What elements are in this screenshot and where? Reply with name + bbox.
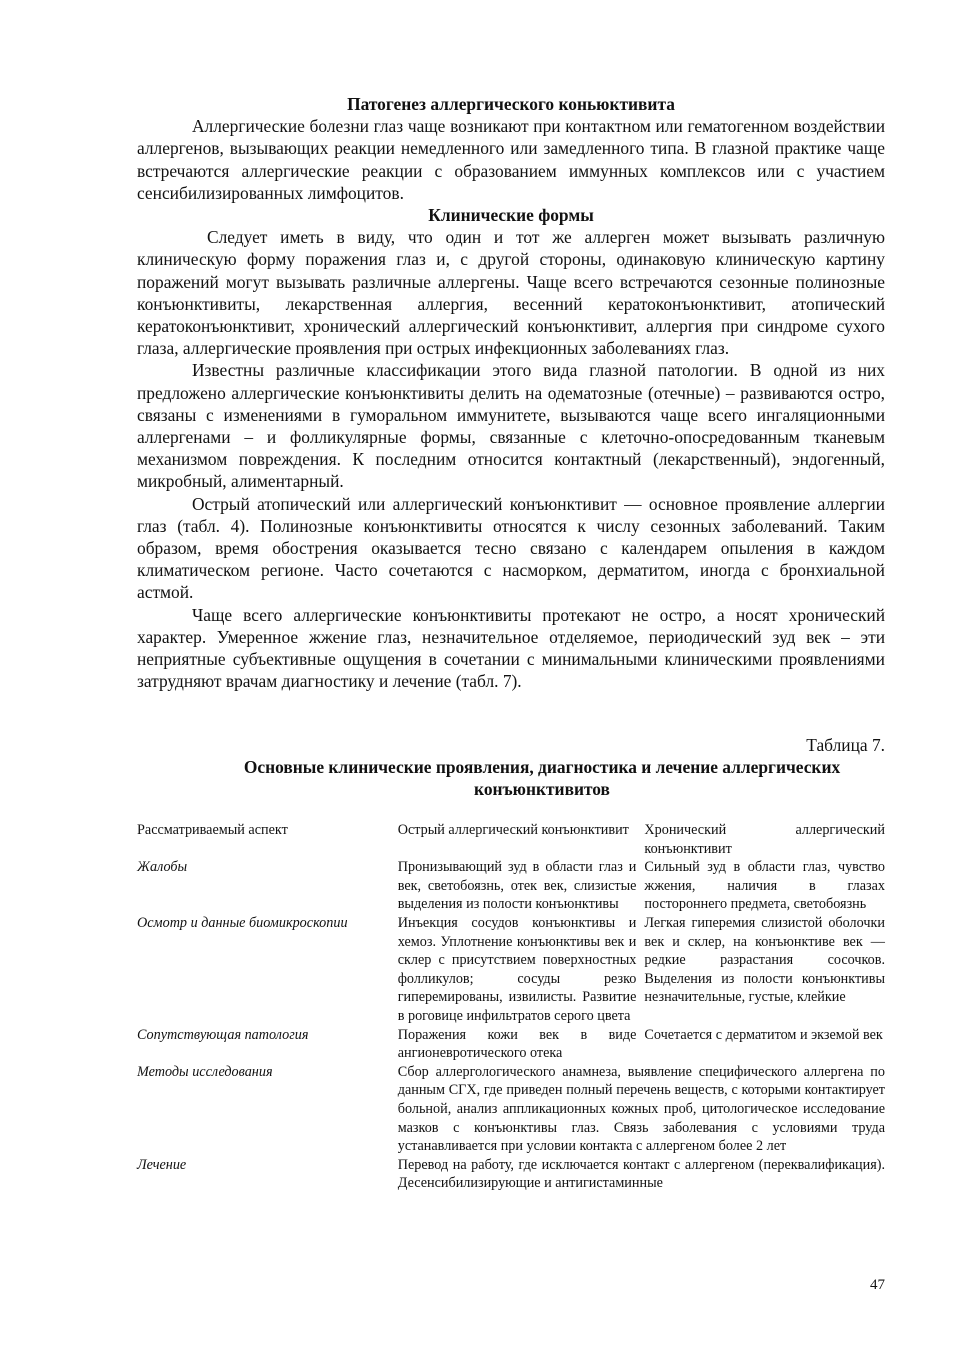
table-row bbox=[137, 1156, 885, 1193]
row-aspect: Сопутствующая патология bbox=[137, 1026, 309, 1043]
paragraph: Острый атопический или аллергический конъюнктивит — основное проявление аллергии глаз (табл. 4). Полинозные конъюнктивиты относятся к числу сезонных заболеваний. Таким образом, время обострения оказывается тесно связано с календарем опыления в каждом климатическом регионе. Часто сочетаются с насморком, дерматитом, иногда с бронхиальной астмой. bbox=[137, 493, 885, 603]
paragraph: Известны различные классификации этого вида глазной патологии. В одной из них предложено аллергические конъюнктивиты делить на одематозные (отечные) – развиваются остро, связаны с изменениями в гуморальном иммунитете, вызываются чаще всего ингаляционными аллергенами – и фолликулярные формы, связанные с клеточно-опосредованным тканевым механизмом повреждения. К последним относится контактный (лекарственный), эндогенный, микробный, алиментарный. bbox=[137, 360, 885, 492]
table-row bbox=[137, 1063, 885, 1156]
table-title: Основные клинические проявления, диагностика и лечение аллергических конъюнктивитов bbox=[243, 757, 841, 799]
row-aspect: Осмотр и данные биомикроскопии bbox=[137, 914, 348, 931]
section-heading-clinical-forms: Клинические формы bbox=[428, 205, 594, 226]
page-number: 47 bbox=[870, 1277, 885, 1293]
paragraph: Аллергические болезни глаз чаще возникают при контактном или гематогенном воздействии аллергенов, вызывающих реакции немедленного или замедленного типа. В глазной практике чаще встречаются аллергические реакции с образованием иммунных комплексов или с участием сенсибилизированных лимфоцитов. bbox=[137, 116, 885, 203]
table-number: Таблица 7. bbox=[806, 735, 885, 755]
row-aspect: Лечение bbox=[137, 1156, 187, 1173]
row-methods-text: Сбор аллергологического анамнеза, выявление специфического аллергена по данным СГХ, где приведен полный перечень веществ, с которыми контактирует больной, анализ аппликационных кожных проб, цитологическое исследование мазков с конъюнктивы глаз. Связь заболевания с условиями труда устанавливается при условии контакта с аллергеном более 2 лет bbox=[397, 1063, 885, 1155]
row-aspect: Жалобы bbox=[137, 859, 188, 876]
header-chronic: Хронический аллергический конъюнктивит bbox=[644, 822, 885, 857]
row-chronic: Легкая гиперемия слизистой оболочки век и склер, на конъюнктиве век — редкие разрастания сосочков. Выделения из полости конъюнктивы незначительные, густые, клейкие bbox=[644, 914, 885, 1006]
row-treatment-text: Перевод на работу, где исключается контакт с аллергеном (переквалификация). Десенсибилизирующие и антигистаминные bbox=[397, 1156, 885, 1192]
row-aspect: Методы исследования bbox=[137, 1063, 273, 1080]
row-acute: Пронизывающий зуд в области глаз и век, светобоязнь, отек век, слизистые выделения из полости конъюнктивы bbox=[397, 859, 637, 913]
paragraph: Чаще всего аллергические конъюнктивиты протекают не остро, а носят хронический характер. Умеренное жжение глаз, незначительное отделяемое, периодический зуд век – эти неприятные субъективные ощущения в сочетании с минимальными клиническими проявлениями затрудняют врачам диагностику и лечение (табл. 7). bbox=[137, 604, 885, 692]
row-acute: Поражения кожи век в виде ангионевротического отека bbox=[397, 1026, 637, 1062]
table-row bbox=[137, 858, 885, 914]
main-text bbox=[137, 93, 885, 692]
table-row bbox=[137, 914, 885, 1026]
paragraph: Следует иметь в виду, что один и тот же аллерген может вызывать различную клиническую форму поражения глаз и, с другой стороны, одинаковую клиническую картину поражений могут вызывать различные аллергены. Чаще всего встречаются сезонные полинозные конъюнктивиты, лекарственная аллергия, весенний кератоконъюнктивит, атопический кератоконъюнктивит, хронический аллергический конъюнктивит, аллергия при синдроме сухого глаза, аллергические проявления при острых инфекционных заболеваниях глаз. bbox=[137, 227, 885, 359]
table-header-row bbox=[137, 821, 885, 858]
row-acute: Инъекция сосудов конъюнктивы и хемоз. Уплотнение конъюнктивы век и склер с присутствием поверхностных фолликулов; сосуды резко гиперемированы, извилисты. Развитие в роговице инфильтратов серого цвета bbox=[397, 914, 637, 1024]
row-chronic: Сочетается с дерматитом и экземой век bbox=[644, 1026, 883, 1043]
section-heading-pathogenesis: Патогенез аллергического коньюктивита bbox=[347, 94, 675, 114]
header-acute: Острый аллергический конъюнктивит bbox=[397, 822, 629, 838]
table-row bbox=[137, 1026, 885, 1063]
header-aspect: Рассматриваемый аспект bbox=[137, 822, 288, 838]
row-chronic: Сильный зуд в области глаз, чувство жжения, наличия в глазах постороннего предмета, светобоязнь bbox=[644, 859, 885, 913]
clinical-table bbox=[137, 821, 885, 1193]
